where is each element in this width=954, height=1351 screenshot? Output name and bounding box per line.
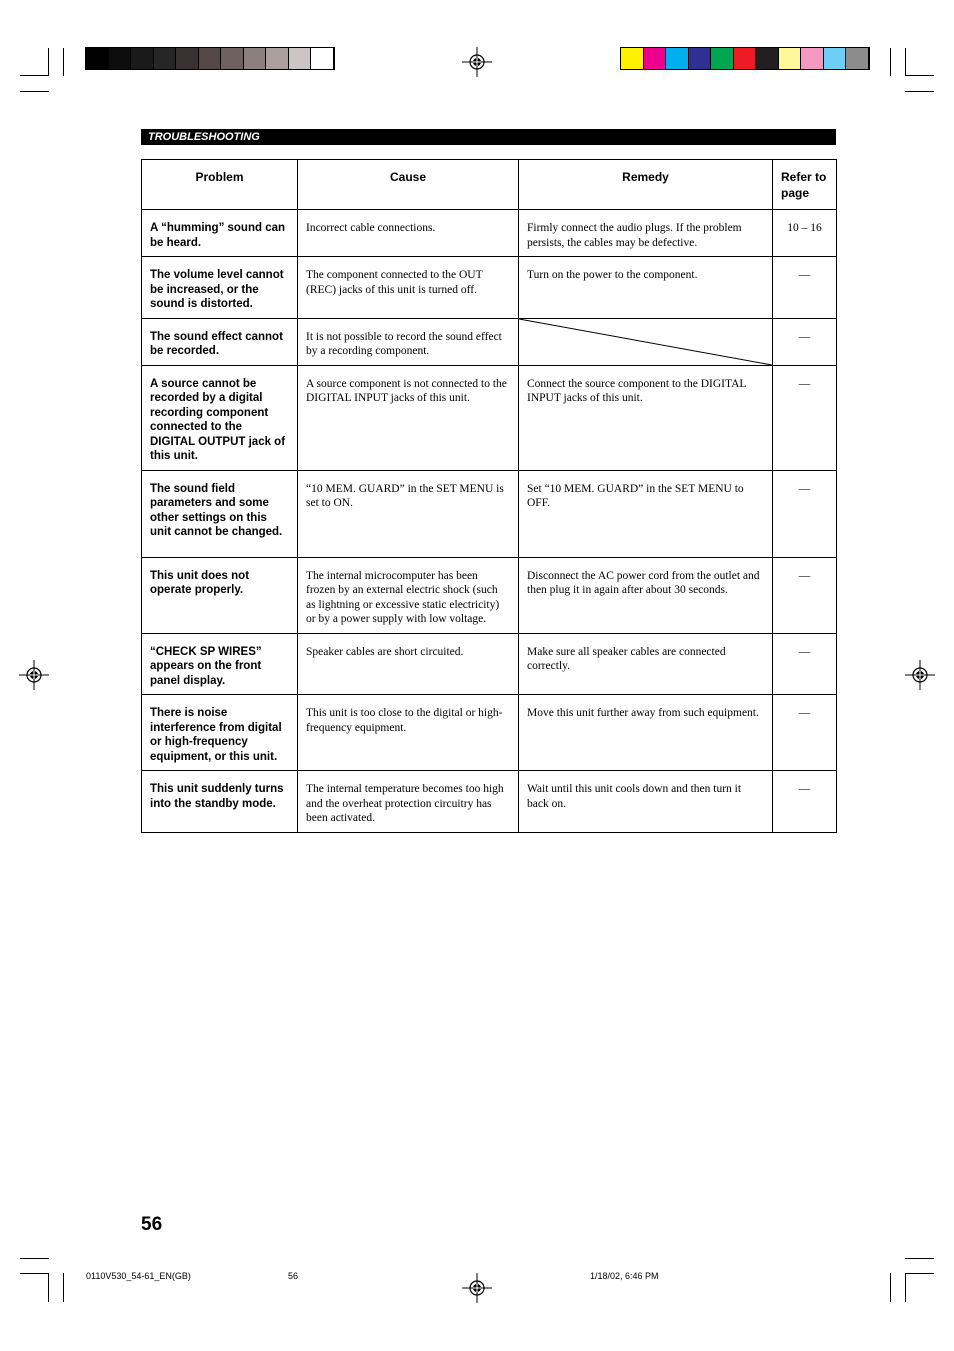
problem-cell: There is noise interference from digital or high-frequency equipment, or this unit. <box>142 695 298 771</box>
refer-page-cell: 10 – 16 <box>773 210 837 257</box>
column-header-problem: Problem <box>142 160 298 210</box>
refer-page-cell: — <box>773 695 837 771</box>
problem-cell: A “humming” sound can be heard. <box>142 210 298 257</box>
color-swatch <box>779 48 802 69</box>
table-row <box>142 210 837 257</box>
footer-timestamp: 1/18/02, 6:46 PM <box>590 1271 659 1281</box>
table-row <box>142 257 837 319</box>
problem-cell: This unit suddenly turns into the standby mode. <box>142 771 298 833</box>
crop-mark <box>20 75 49 76</box>
color-swatch <box>621 48 644 69</box>
problem-cell: A source cannot be recorded by a digital recording component connected to the DIGITAL OUTPUT jack of this unit. <box>142 365 298 470</box>
crop-mark <box>63 1273 64 1302</box>
remedy-cell: Move this unit further away from such equipment. <box>519 695 773 771</box>
color-swatch <box>846 48 869 69</box>
color-swatch <box>644 48 667 69</box>
color-swatch <box>154 48 177 69</box>
cause-cell: Speaker cables are short circuited. <box>298 633 519 695</box>
color-swatch <box>824 48 847 69</box>
problem-cell: “CHECK SP WIRES” appears on the front panel display. <box>142 633 298 695</box>
crop-mark <box>905 48 906 76</box>
color-swatch <box>666 48 689 69</box>
table-row <box>142 557 837 633</box>
color-swatch <box>86 48 109 69</box>
crop-mark <box>48 48 49 76</box>
color-calibration-bar <box>621 48 869 69</box>
refer-page-cell: — <box>773 257 837 319</box>
color-swatch <box>711 48 734 69</box>
crop-mark <box>890 1273 891 1302</box>
color-swatch <box>221 48 244 69</box>
color-swatch <box>266 48 289 69</box>
section-header: TROUBLESHOOTING <box>141 129 836 145</box>
crop-mark <box>905 1258 934 1259</box>
column-header-cause: Cause <box>298 160 519 210</box>
remedy-cell: Connect the source component to the DIGITAL INPUT jacks of this unit. <box>519 365 773 470</box>
color-swatch <box>289 48 312 69</box>
gray-calibration-bar <box>86 48 334 69</box>
crop-mark <box>20 91 49 92</box>
refer-page-cell: — <box>773 633 837 695</box>
cause-cell: This unit is too close to the digital or high-frequency equipment. <box>298 695 519 771</box>
crop-mark <box>20 1273 49 1274</box>
crop-mark <box>905 1273 934 1274</box>
problem-cell: The sound field parameters and some other settings on this unit cannot be changed. <box>142 470 298 557</box>
footer-page: 56 <box>288 1271 299 1281</box>
problem-cell: The volume level cannot be increased, or the sound is distorted. <box>142 257 298 319</box>
color-swatch <box>801 48 824 69</box>
problem-cell: This unit does not operate properly. <box>142 557 298 633</box>
cause-cell: A source component is not connected to the DIGITAL INPUT jacks of this unit. <box>298 365 519 470</box>
remedy-cell: Turn on the power to the component. <box>519 257 773 319</box>
refer-page-cell: — <box>773 365 837 470</box>
cause-cell: Incorrect cable connections. <box>298 210 519 257</box>
registration-mark-icon <box>19 660 49 690</box>
table-row <box>142 365 837 470</box>
crop-mark <box>905 91 934 92</box>
color-swatch <box>756 48 779 69</box>
remedy-cell: Set “10 MEM. GUARD” in the SET MENU to OFF. <box>519 470 773 557</box>
table-row <box>142 695 837 771</box>
registration-mark-icon <box>905 660 935 690</box>
crop-mark <box>905 1273 906 1302</box>
cause-cell: The internal temperature becomes too high and the overheat protection circuitry has been activated. <box>298 771 519 833</box>
remedy-cell: Firmly connect the audio plugs. If the problem persists, the cables may be defective. <box>519 210 773 257</box>
diagonal-strike-line <box>519 319 772 365</box>
registration-mark-icon <box>462 47 492 77</box>
problem-cell: The sound effect cannot be recorded. <box>142 318 298 365</box>
registration-mark-icon <box>462 1273 492 1303</box>
crop-mark <box>20 1258 49 1259</box>
color-swatch <box>689 48 712 69</box>
table-header-row <box>142 160 837 210</box>
troubleshooting-table <box>141 159 837 833</box>
table-row <box>142 633 837 695</box>
cause-cell: It is not possible to record the sound effect by a recording component. <box>298 318 519 365</box>
refer-page-cell: — <box>773 771 837 833</box>
color-swatch <box>176 48 199 69</box>
column-header-refer: Refer to page <box>773 160 837 210</box>
cause-cell: The component connected to the OUT (REC) jacks of this unit is turned off. <box>298 257 519 319</box>
crop-mark <box>890 48 891 76</box>
color-swatch <box>131 48 154 69</box>
remedy-cell: Make sure all speaker cables are connected correctly. <box>519 633 773 695</box>
refer-page-cell: — <box>773 318 837 365</box>
remedy-cell-not-applicable <box>519 318 773 365</box>
color-swatch <box>244 48 267 69</box>
table-row <box>142 771 837 833</box>
table-row <box>142 470 837 557</box>
column-header-remedy: Remedy <box>519 160 773 210</box>
page-number: 56 <box>141 1214 163 1235</box>
footer-filename: 0110V530_54-61_EN(GB) <box>86 1271 191 1281</box>
table-row <box>142 318 837 365</box>
cause-cell: The internal microcomputer has been frozen by an external electric shock (such as lightning or excessive static electricity) or by a power supply with low voltage. <box>298 557 519 633</box>
crop-mark <box>905 75 934 76</box>
cause-cell: “10 MEM. GUARD” in the SET MENU is set to ON. <box>298 470 519 557</box>
color-swatch <box>734 48 757 69</box>
remedy-cell: Disconnect the AC power cord from the outlet and then plug it in again after about 30 seconds. <box>519 557 773 633</box>
crop-mark <box>48 1273 49 1302</box>
refer-page-cell: — <box>773 557 837 633</box>
color-swatch <box>109 48 132 69</box>
remedy-cell: Wait until this unit cools down and then turn it back on. <box>519 771 773 833</box>
color-swatch <box>311 48 334 69</box>
color-swatch <box>199 48 222 69</box>
refer-page-cell: — <box>773 470 837 557</box>
crop-mark <box>63 48 64 76</box>
